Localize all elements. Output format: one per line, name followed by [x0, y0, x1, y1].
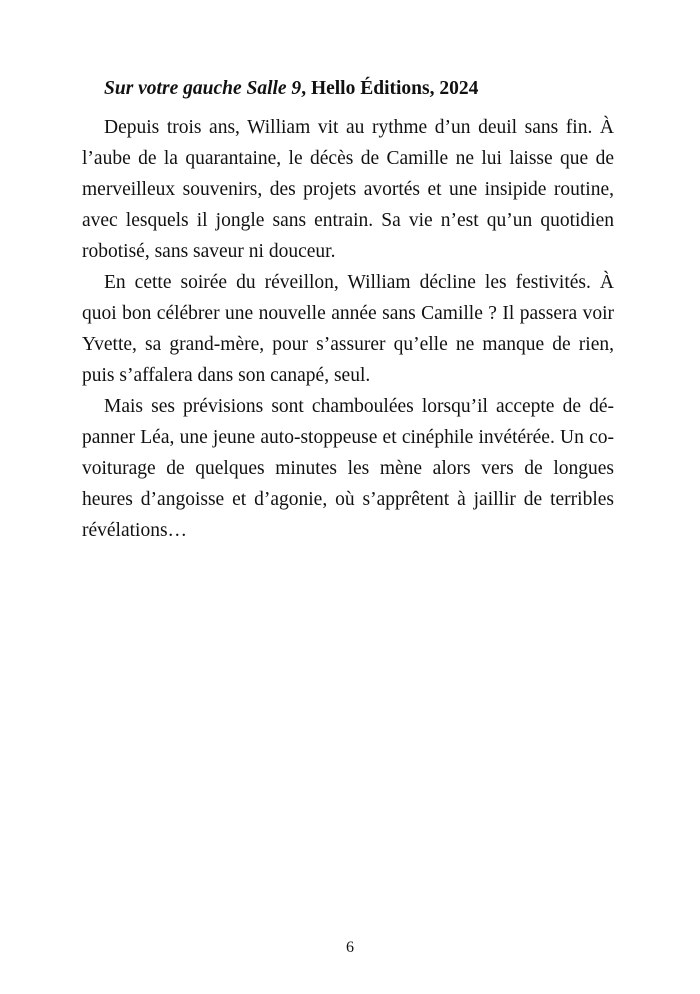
- synopsis-paragraph-3: Mais ses prévisions sont chamboulées lorsqu’il accepte de dépanner Léa, une jeune auto-stoppeuse et cinéphile invétérée. Un co-voiturage de quelques minutes les mène alors vers de longues heures d’angoisse et d’agonie, où s’apprêtent à jaillir de terribles révélations…: [82, 396, 614, 541]
- synopsis-paragraph-2: En cette soirée du réveillon, William décline les festivités. À quoi bon célébrer une nouvelle année sans Camille ? Il passera voir Yvette, sa grand-mère, pour s’assurer qu’elle ne manque de rien, puis s’affalera dans son canapé, seul.: [82, 272, 614, 386]
- synopsis-paragraph-1: Depuis trois ans, William vit au rythme d’un deuil sans fin. À l’aube de la quarantaine, le décès de Camille ne lui laisse que de merveilleux souvenirs, des projets avortés et une insipide routine, avec lesquels il jongle sans entrain. Sa vie n’est qu’un quotidien robotisé, sans saveur ni douceur.: [82, 117, 614, 262]
- book-title: Sur votre gauche Salle 9: [104, 78, 302, 99]
- page-body: [82, 73, 614, 546]
- publisher-info: , Hello Éditions, 2024: [301, 78, 479, 99]
- page-number: 6: [346, 939, 354, 956]
- book-heading: [82, 73, 614, 104]
